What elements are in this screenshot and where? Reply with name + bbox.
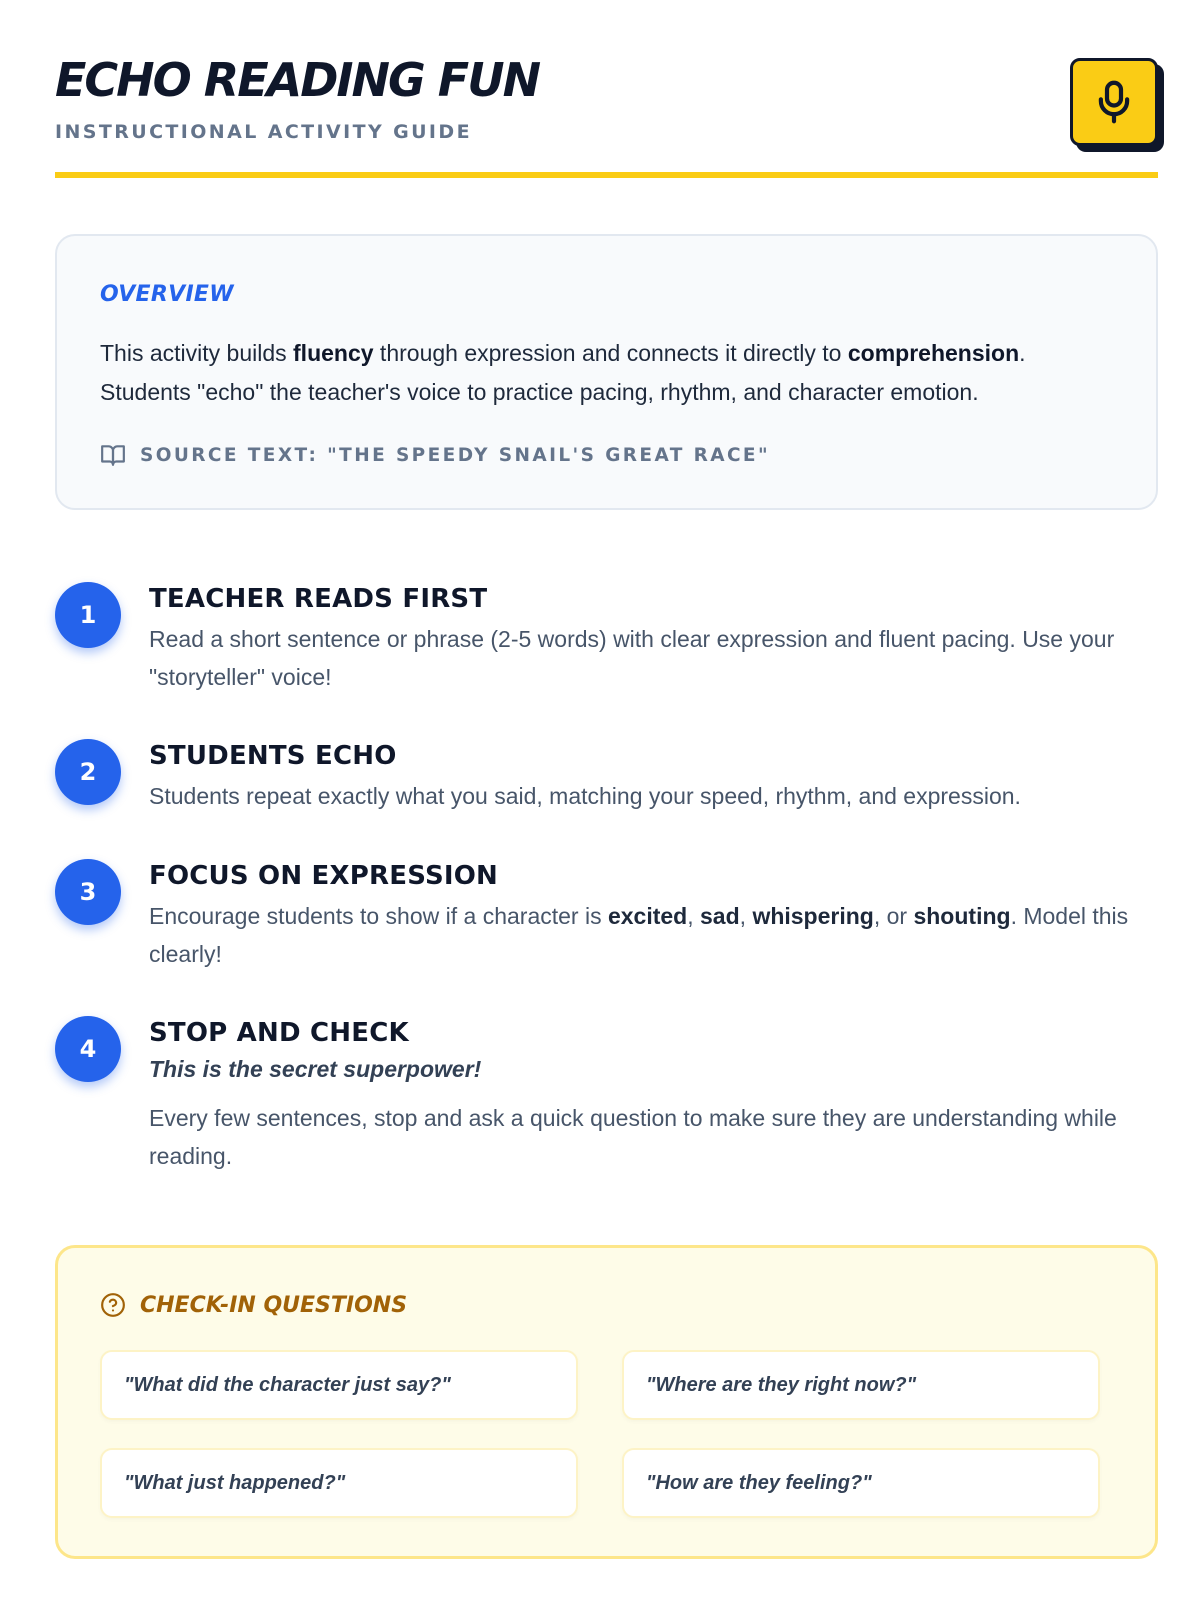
source-text-label: SOURCE TEXT: "THE SPEEDY SNAIL'S GREAT RACE" xyxy=(140,444,771,466)
step-number-badge: 2 xyxy=(55,739,121,805)
emphasis-excited: excited xyxy=(607,903,688,929)
microphone-icon xyxy=(1093,79,1135,125)
step-description: Read a short sentence or phrase (2-5 words) with clear expression and fluent pacing. Use your "storyteller" voice! xyxy=(149,626,1115,690)
overview-heading: OVERVIEW xyxy=(100,282,234,307)
page-subtitle: INSTRUCTIONAL ACTIVITY GUIDE xyxy=(55,121,472,143)
overview-text-segment: This activity builds xyxy=(100,340,294,366)
emphasis-shouting: shouting xyxy=(913,903,1011,929)
emphasis-sad: sad xyxy=(700,903,740,929)
step-text-segment: . Model this clearly! xyxy=(149,903,1129,967)
step-text-segment: , xyxy=(739,903,753,929)
overview-text xyxy=(100,334,1120,412)
source-text-row xyxy=(100,442,770,468)
emphasis-whispering: whispering xyxy=(752,903,874,929)
step-text-segment: , or xyxy=(873,903,914,929)
step-title: TEACHER READS FIRST xyxy=(149,584,488,614)
book-open-icon xyxy=(100,443,126,467)
overview-text-segment: through expression and connects it directly to xyxy=(373,340,848,366)
step-number-badge: 3 xyxy=(55,859,121,925)
question-card: "What just happened?" xyxy=(100,1448,578,1518)
checkin-heading: CHECK-IN QUESTIONS xyxy=(140,1292,408,1318)
question-card: "What did the character just say?" xyxy=(100,1350,578,1420)
step-text-segment: , xyxy=(687,903,701,929)
question-card: "How are they feeling?" xyxy=(622,1448,1100,1518)
overview-card xyxy=(55,234,1158,510)
page-header xyxy=(55,50,1158,178)
overview-emphasis-fluency: fluency xyxy=(293,340,374,366)
step-title: FOCUS ON EXPRESSION xyxy=(149,861,499,891)
header-divider xyxy=(55,172,1158,178)
step-title: STUDENTS ECHO xyxy=(149,741,397,771)
step-description: Students repeat exactly what you said, matching your speed, rhythm, and expression. xyxy=(149,783,1021,809)
step-number-badge: 1 xyxy=(55,582,121,648)
checkin-header xyxy=(100,1290,407,1320)
help-circle-icon xyxy=(100,1292,126,1318)
activity-guide-page xyxy=(55,0,1158,1600)
overview-emphasis-comprehension: comprehension xyxy=(847,340,1020,366)
page-title: ECHO READING FUN xyxy=(55,53,540,107)
step-text-segment: Encourage students to show if a character is xyxy=(149,903,608,929)
step-title: STOP AND CHECK xyxy=(149,1018,409,1048)
microphone-badge xyxy=(1070,58,1158,146)
step-description: Every few sentences, stop and ask a quick question to make sure they are understanding while reading. xyxy=(149,1105,1117,1169)
step-tagline: This is the secret superpower! xyxy=(149,1056,482,1082)
step-number-badge: 4 xyxy=(55,1016,121,1082)
question-card: "Where are they right now?" xyxy=(622,1350,1100,1420)
step-description xyxy=(149,897,1149,973)
overview-text-segment: . Students "echo" the teacher's voice to practice pacing, rhythm, and character emotion. xyxy=(100,340,1026,405)
checkin-questions-card xyxy=(55,1245,1158,1559)
